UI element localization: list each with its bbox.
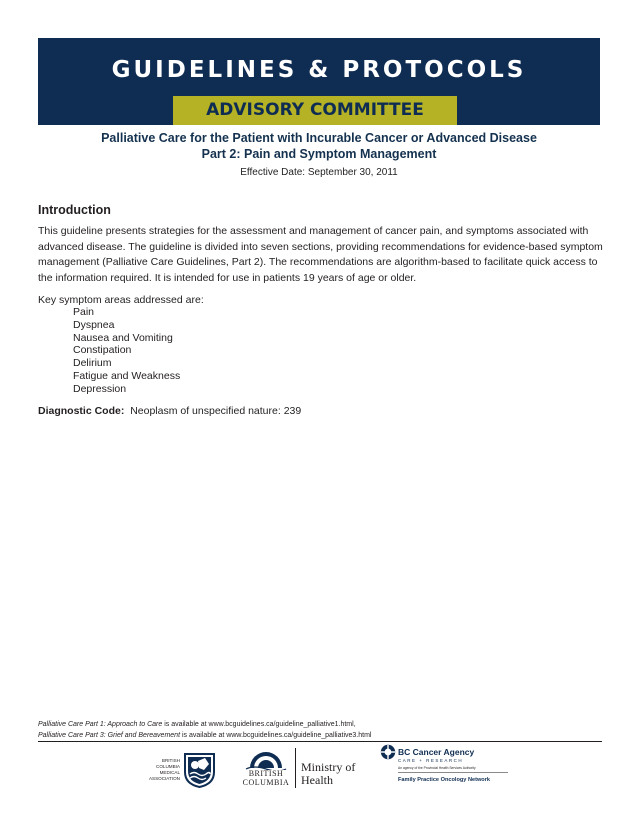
document-title: Palliative Care for the Patient with Incurable Cancer or Advanced Disease (101, 131, 537, 145)
introduction-body: This guideline presents strategies for the assessment and management of cancer pain, and symptoms associated with advanced disease. The guideline is divided into seven sections, providing recommendations for evidence-based symptom management (Palliative Care Guidelines, Part 2). The recommendations are algorithm-based to facilitate quick access to the information required. It is intended for use in patients 19 years of age or older. (38, 225, 603, 284)
ministry-line: Ministry of (301, 760, 356, 774)
bcca-divider (398, 772, 508, 773)
bc-cancer-agency-icon (380, 744, 396, 760)
list-item: Constipation (73, 344, 132, 357)
diagnostic-code-label: Diagnostic Code: (38, 405, 125, 417)
list-item: Fatigue and Weakness (73, 369, 181, 382)
list-item: Dyspnea (73, 318, 115, 331)
symptom-list (73, 306, 180, 396)
footnote-part3-title: Palliative Care Part 3: Grief and Bereavement (38, 732, 181, 739)
bc-cancer-agency-logo (380, 744, 600, 790)
bcma-line: COLUMBIA (156, 764, 180, 769)
list-item: Delirium (73, 357, 112, 370)
footnote-part1-text: is available at www.bcguidelines.ca/guideline_palliative1.html, (162, 721, 356, 728)
list-item: Depression (73, 382, 127, 395)
introduction-heading: Introduction (38, 203, 111, 217)
footnote-part3 (38, 730, 371, 741)
list-item: Pain (73, 306, 95, 318)
bcca-agency-note: An agency of the Provincial Health Services Authority (398, 766, 476, 770)
bcma-wordmark (132, 758, 180, 782)
bcca-tagline: CARE + RESEARCH (398, 758, 464, 763)
bc-wordmark (240, 770, 292, 787)
bcma-logo-block (132, 752, 216, 788)
bc-ministry-logo (240, 748, 370, 790)
footnotes (38, 719, 371, 741)
ministry-of-health-wordmark (301, 761, 355, 787)
bcma-line: ASSOCIATION (148, 776, 180, 781)
bc-line: COLUMBIA (242, 777, 290, 787)
bcma-line: MEDICAL (159, 770, 180, 775)
footnote-part1 (38, 719, 371, 730)
logo-separator (295, 748, 296, 788)
footer-divider (38, 741, 602, 742)
key-symptoms-label: Key symptom areas addressed are: (38, 294, 204, 306)
bcma-line: BRITISH (161, 758, 180, 763)
banner-title: GUIDELINES & PROTOCOLS (111, 57, 527, 83)
footnote-part3-text: is available at www.bcguidelines.ca/guideline_palliative3.html (180, 732, 372, 739)
bcca-name: BC Cancer Agency (398, 747, 475, 757)
footnote-part1-title: Palliative Care Part 1: Approach to Care (38, 721, 163, 728)
bcma-crest-icon (183, 752, 216, 788)
diagnostic-code (38, 405, 301, 417)
family-practice-oncology-network: Family Practice Oncology Network (398, 777, 491, 783)
bc-sun-icon (240, 748, 292, 770)
ministry-line: Health (301, 773, 333, 787)
diagnostic-code-value: Neoplasm of unspecified nature: 239 (130, 405, 302, 417)
list-item: Nausea and Vomiting (73, 331, 173, 344)
document-subtitle: Part 2: Pain and Symptom Management (201, 147, 437, 161)
bc-line: BRITISH (248, 769, 284, 778)
advisory-committee-label: ADVISORY COMMITTEE (173, 96, 457, 125)
effective-date: Effective Date: September 30, 2011 (240, 167, 398, 178)
